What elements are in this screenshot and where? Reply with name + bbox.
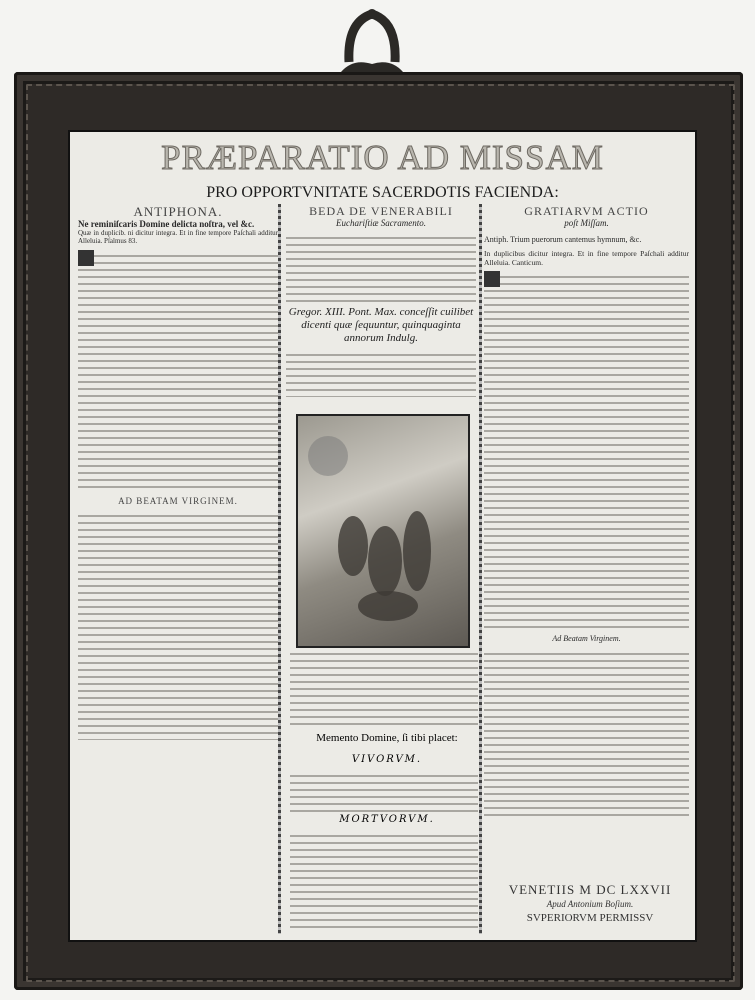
printed-sheet (70, 132, 695, 940)
left-column (78, 204, 278, 740)
document-subtitle: PRO OPPORTVNITATE SACERDOTIS FACIENDA: (206, 184, 559, 201)
trium-antiphon: Antiph. Trium puerorum cantemus hymnum, &c. (484, 234, 642, 244)
vivorum-heading: VIVORVM. (351, 754, 423, 765)
alleluia-note: In duplicibus dicitur integra. Et in fine tempore Paſchali additur Alleluia. Canticum. (484, 249, 689, 267)
memento-heading: Memento Domine, ſi tibi placet: (316, 732, 458, 744)
beda-text-block (286, 232, 476, 302)
prayer-text-block-right (484, 648, 689, 818)
canticle-text-block (484, 271, 689, 631)
gratiarum-heading: GRATIARVM ACTIO (524, 204, 649, 218)
prayer-text-block-left (78, 510, 278, 740)
gratiarum-subheading: poſt Miſſam. (564, 218, 609, 228)
engraving-illustration (296, 414, 470, 648)
drop-cap-icon (78, 250, 94, 266)
hanger-ring-icon (333, 2, 411, 80)
right-column (484, 204, 689, 818)
gregor-indulgence: Gregor. XIII. Pont. Max. conceſſit cuilibet dicenti quæ ſequuntur, quinquaginta annorum Indulg. (288, 305, 474, 344)
ad-virginem-heading-right: Ad Beatam Virginem. (552, 634, 621, 643)
antiphona-line: Ne reminiſcaris Domine delicta noſtra, vel &c. (78, 219, 255, 229)
below-engraving-text (290, 648, 478, 728)
imprint-printer: Apud Antonium Boſium. (546, 899, 634, 909)
psalm-block (78, 250, 278, 490)
document-title: PRÆPARATIO AD MISSAM (161, 138, 604, 177)
gregor-text-block (286, 349, 476, 397)
drop-cap-icon (484, 271, 500, 287)
column-divider-left (278, 204, 281, 934)
ad-virginem-heading-left: AD BEATAM VIRGINEM. (118, 495, 238, 506)
beda-subheading: Euchariſtiæ Sacramento. (336, 218, 426, 228)
mortuorum-text-block (290, 830, 478, 930)
psalm-text-block (78, 250, 278, 490)
antiphona-heading: ANTIPHONA. (133, 204, 223, 219)
beda-heading: BEDA DE VENERABILI (309, 204, 453, 218)
imprint-place-date: VENETIIS M DC LXXVII (508, 882, 672, 897)
imprint-permission: SVPERIORVM PERMISSV (526, 912, 654, 924)
vivorum-text-block (290, 770, 478, 812)
center-column (286, 204, 476, 397)
mortuorum-heading: MORTVORVM. (339, 814, 435, 825)
antiphona-note: Quæ in duplicib. ni dicitur integra. Et in fine tempore Paſchali additur Alleluia. Pſalmus 83. (78, 228, 278, 245)
